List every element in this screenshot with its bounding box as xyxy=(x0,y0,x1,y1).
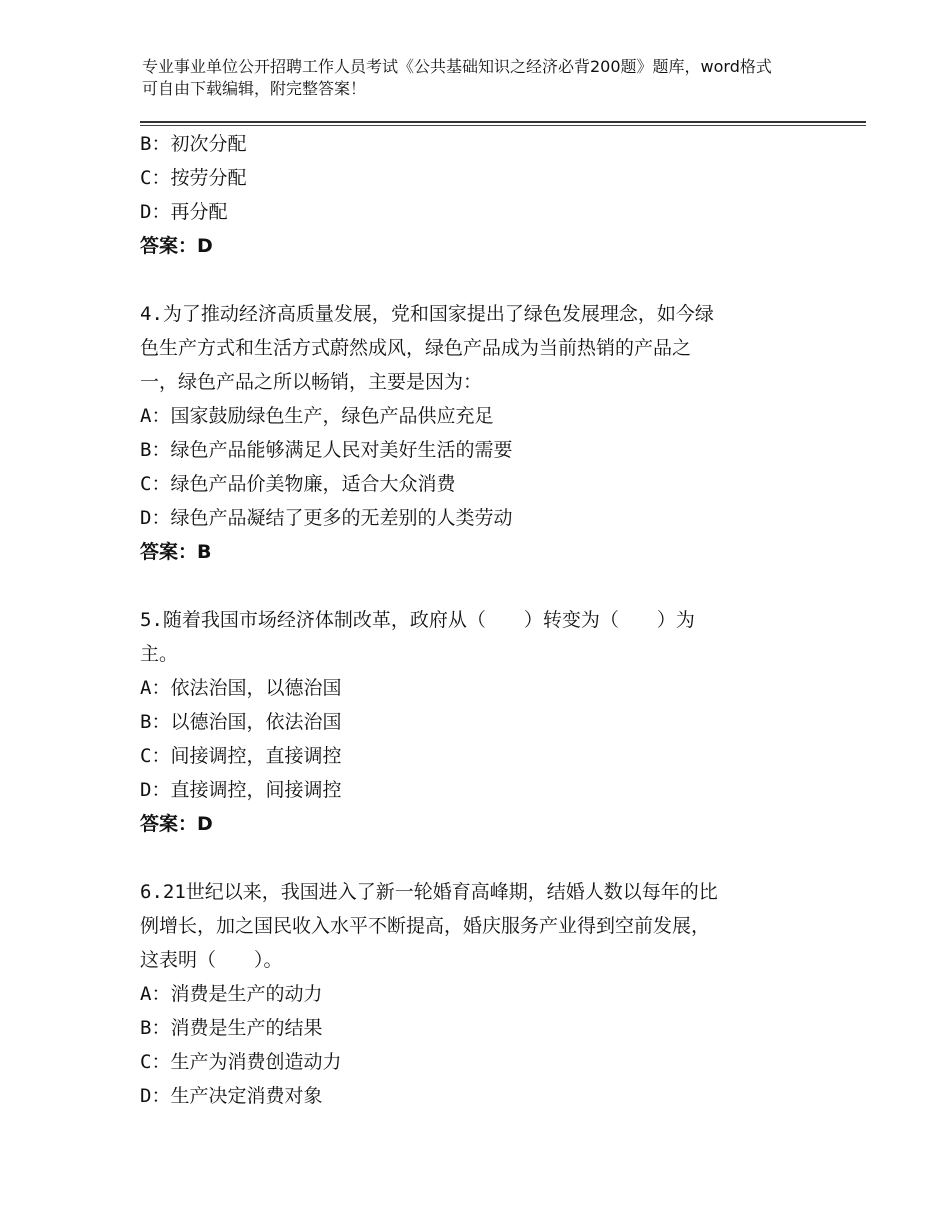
document-title: 专业事业单位公开招聘工作人员考试《公共基础知识之经济必背200题》题库，word格式可自由下载编辑，附完整答案！ xyxy=(142,57,772,98)
question-4-stem-line: 一，绿色产品之所以畅销，主要是因为： xyxy=(140,371,483,393)
question-5-stem-line: 主。 xyxy=(140,643,179,665)
header-rule-thin xyxy=(140,125,866,126)
question-5-option-c: C：间接调控，直接调控 xyxy=(140,745,342,767)
question-5-option-b: B：以德治国，依法治国 xyxy=(140,711,342,733)
document-header xyxy=(142,56,782,100)
header-rule-thick xyxy=(140,121,866,123)
question-4-stem-line: 色生产方式和生活方式蔚然成风，绿色产品成为当前热销的产品之 xyxy=(140,337,692,359)
question-4 xyxy=(140,297,800,569)
question-3-tail xyxy=(140,127,800,263)
question-6-option-c: C：生产为消费创造动力 xyxy=(140,1051,342,1073)
question-3-option-c: C：按劳分配 xyxy=(140,167,247,189)
question-4-option-a: A：国家鼓励绿色生产，绿色产品供应充足 xyxy=(140,405,494,427)
spacer xyxy=(140,263,800,297)
question-6-stem-line: 6.21世纪以来，我国进入了新一轮婚育高峰期，结婚人数以每年的比 xyxy=(140,881,718,903)
question-3-answer: 答案：D xyxy=(140,235,213,257)
question-4-stem-line: 4.为了推动经济高质量发展，党和国家提出了绿色发展理念，如今绿 xyxy=(140,303,714,325)
question-5-option-d: D：直接调控，间接调控 xyxy=(140,779,342,801)
question-4-answer: 答案：B xyxy=(140,541,212,563)
question-list xyxy=(140,127,800,1113)
question-4-option-c: C：绿色产品价美物廉，适合大众消费 xyxy=(140,473,456,495)
spacer xyxy=(140,841,800,875)
question-6-option-d: D：生产决定消费对象 xyxy=(140,1085,323,1107)
question-3-option-d: D：再分配 xyxy=(140,201,228,223)
question-4-option-d: D：绿色产品凝结了更多的无差别的人类劳动 xyxy=(140,507,513,529)
question-6 xyxy=(140,875,800,1113)
question-4-option-b: B：绿色产品能够满足人民对美好生活的需要 xyxy=(140,439,513,461)
question-5 xyxy=(140,603,800,841)
spacer xyxy=(140,569,800,603)
question-5-stem-line: 5.随着我国市场经济体制改革，政府从（ ）转变为（ ）为 xyxy=(140,609,695,631)
question-6-option-b: B：消费是生产的结果 xyxy=(140,1017,323,1039)
question-5-answer: 答案：D xyxy=(140,813,213,835)
question-6-stem-line: 例增长，加之国民收入水平不断提高，婚庆服务产业得到空前发展， xyxy=(140,915,711,937)
question-6-option-a: A：消费是生产的动力 xyxy=(140,983,323,1005)
question-3-option-b: B：初次分配 xyxy=(140,133,247,155)
question-5-option-a: A：依法治国，以德治国 xyxy=(140,677,342,699)
question-6-stem-line: 这表明（ ）。 xyxy=(140,949,283,971)
